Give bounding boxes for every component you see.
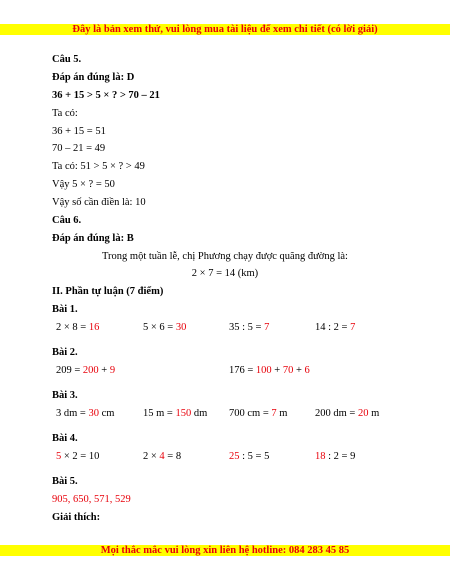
bai4-item: 5 × 2 = 10 (56, 451, 100, 462)
bai2-item: 209 = 200 + 9 (56, 365, 116, 376)
q5-title: Câu 5. (52, 54, 82, 65)
bai4-item: 2 × 4 = 8 (143, 451, 182, 462)
q5-line: Vậy 5 × ? = 50 (52, 179, 115, 190)
bai5-explain: Giải thích: (52, 512, 101, 523)
bai4-item: 25 : 5 = 5 (229, 451, 270, 462)
q5-line: Vậy số cần điền là: 10 (52, 197, 146, 208)
q5-line: Ta có: (52, 108, 78, 119)
q5-line: Ta có: 51 > 5 × ? > 49 (52, 161, 145, 172)
bai2-title: Bài 2. (52, 347, 78, 358)
part2-heading: II. Phần tự luận (7 điểm) (52, 286, 164, 297)
bai1-item: 14 : 2 = 7 (315, 322, 356, 333)
bai3-item: 200 dm = 20 m (315, 408, 380, 419)
q6-line: Trong một tuần lễ, chị Phương chạy được quãng đường là: (102, 251, 348, 262)
bai1-item: 5 × 6 = 30 (143, 322, 187, 333)
bai5-title: Bài 5. (52, 476, 78, 487)
q6-answer: Đáp án đúng là: B (52, 233, 134, 244)
bai5-answer: 905, 650, 571, 529 (52, 494, 131, 505)
bai2-item: 176 = 100 + 70 + 6 (229, 365, 310, 376)
q5-line: 70 – 21 = 49 (52, 143, 106, 154)
q6-title: Câu 6. (52, 215, 82, 226)
q5-line: 36 + 15 = 51 (52, 126, 106, 137)
q5-answer: Đáp án đúng là: D (52, 72, 135, 83)
bai4-title: Bài 4. (52, 433, 78, 444)
footer-notice: Mọi thắc mắc vui lòng xin liên hệ hotline: 084 283 45 85 (0, 545, 450, 556)
q5-problem: 36 + 15 > 5 × ? > 70 – 21 (52, 90, 160, 101)
bai4-item: 18 : 2 = 9 (315, 451, 356, 462)
bai1-title: Bài 1. (52, 304, 78, 315)
bai3-item: 3 dm = 30 cm (56, 408, 115, 419)
bai3-title: Bài 3. (52, 390, 78, 401)
q6-line: 2 × 7 = 14 (km) (191, 268, 259, 279)
bai1-item: 2 × 8 = 16 (56, 322, 100, 333)
bai3-item: 700 cm = 7 m (229, 408, 288, 419)
bai3-item: 15 m = 150 dm (143, 408, 208, 419)
bai1-item: 35 : 5 = 7 (229, 322, 270, 333)
header-notice: Đây là bản xem thử, vui lòng mua tài liệu để xem chi tiết (có lời giải) (0, 24, 450, 35)
